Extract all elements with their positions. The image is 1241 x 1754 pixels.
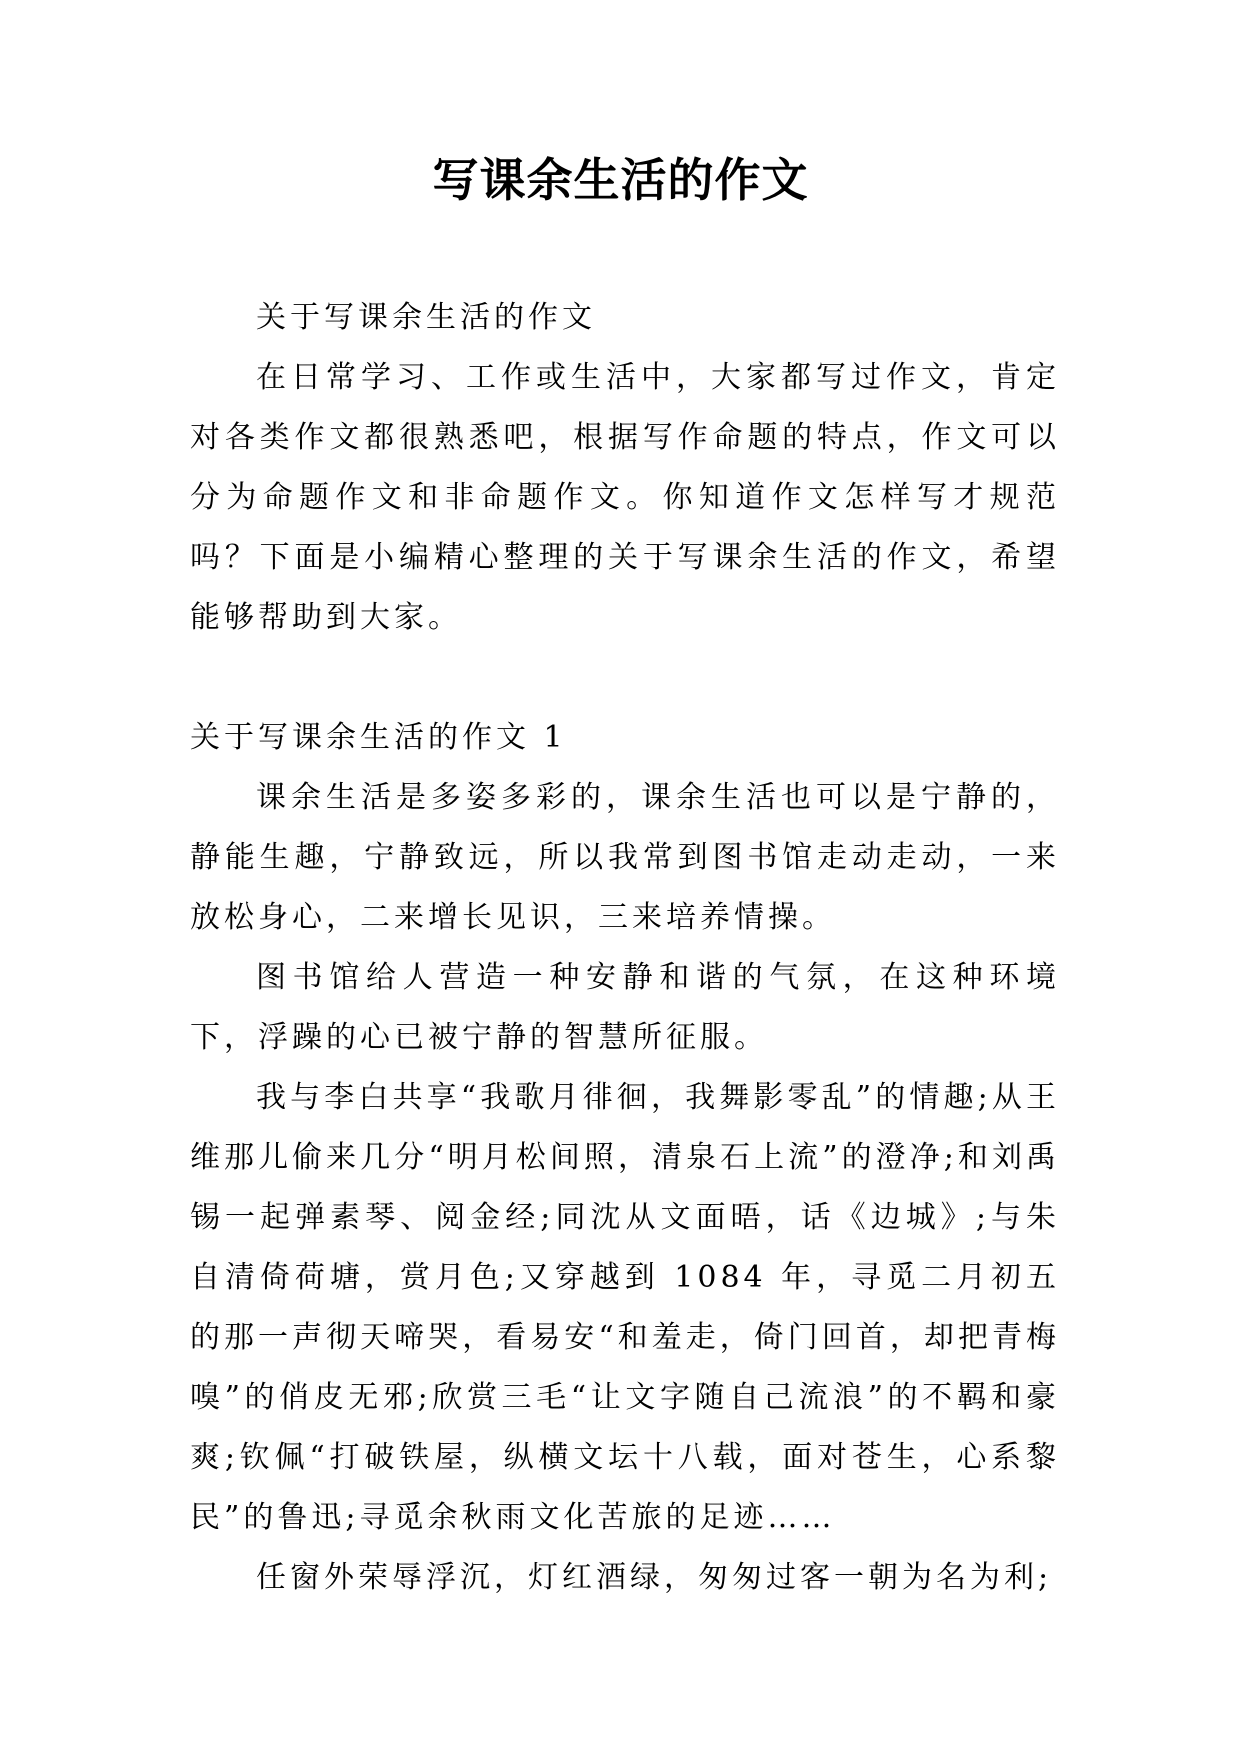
section-heading: 关于写课余生活的作文 1 [190,720,567,755]
document-title: 写课余生活的作文 [432,153,809,207]
body-paragraph: 课余生活是多姿多彩的，课余生活也可以是宁静的，静能生趣，宁静致远，所以我常到图书馆走动走动，一来放松身心，二来增长见识，三来培养情操。 [190,780,1060,935]
body-paragraph: 我与李白共享“我歌月徘徊，我舞影零乱”的情趣;从王维那儿偷来几分“明月松间照，清泉石上流”的澄净;和刘禹锡一起弹素琴、阅金经;同沈从文面晤，话《边城》;与朱自清倚荷塘，赏月色;又穿越到 1084 年，寻觅二月初五的那一声彻天啼哭，看易安“和羞走，倚门回首，却把青梅嗅”的俏皮无邪;欣赏三毛“让文字随自己流浪”的不羁和豪爽;钦佩“打破铁屋，纵横文坛十八载，面对苍生，心系黎民”的鲁迅;寻觅余秋雨文化苦旅的足迹…… [190,1080,1060,1535]
intro-paragraph: 在日常学习、工作或生活中，大家都写过作文，肯定对各类作文都很熟悉吧，根据写作命题的特点，作文可以分为命题作文和非命题作文。你知道作文怎样写才规范吗？下面是小编精心整理的关于写课余生活的作文，希望能够帮助到大家。 [190,360,1060,635]
document-body [190,288,1060,1608]
intro-heading: 关于写课余生活的作文 [256,300,596,335]
body-paragraph: 任窗外荣辱浮沉，灯红酒绿，匆匆过客一朝为名为利; [256,1560,1053,1595]
body-paragraph: 图书馆给人营造一种安静和谐的气氛，在这种环境下，浮躁的心已被宁静的智慧所征服。 [190,960,1060,1055]
